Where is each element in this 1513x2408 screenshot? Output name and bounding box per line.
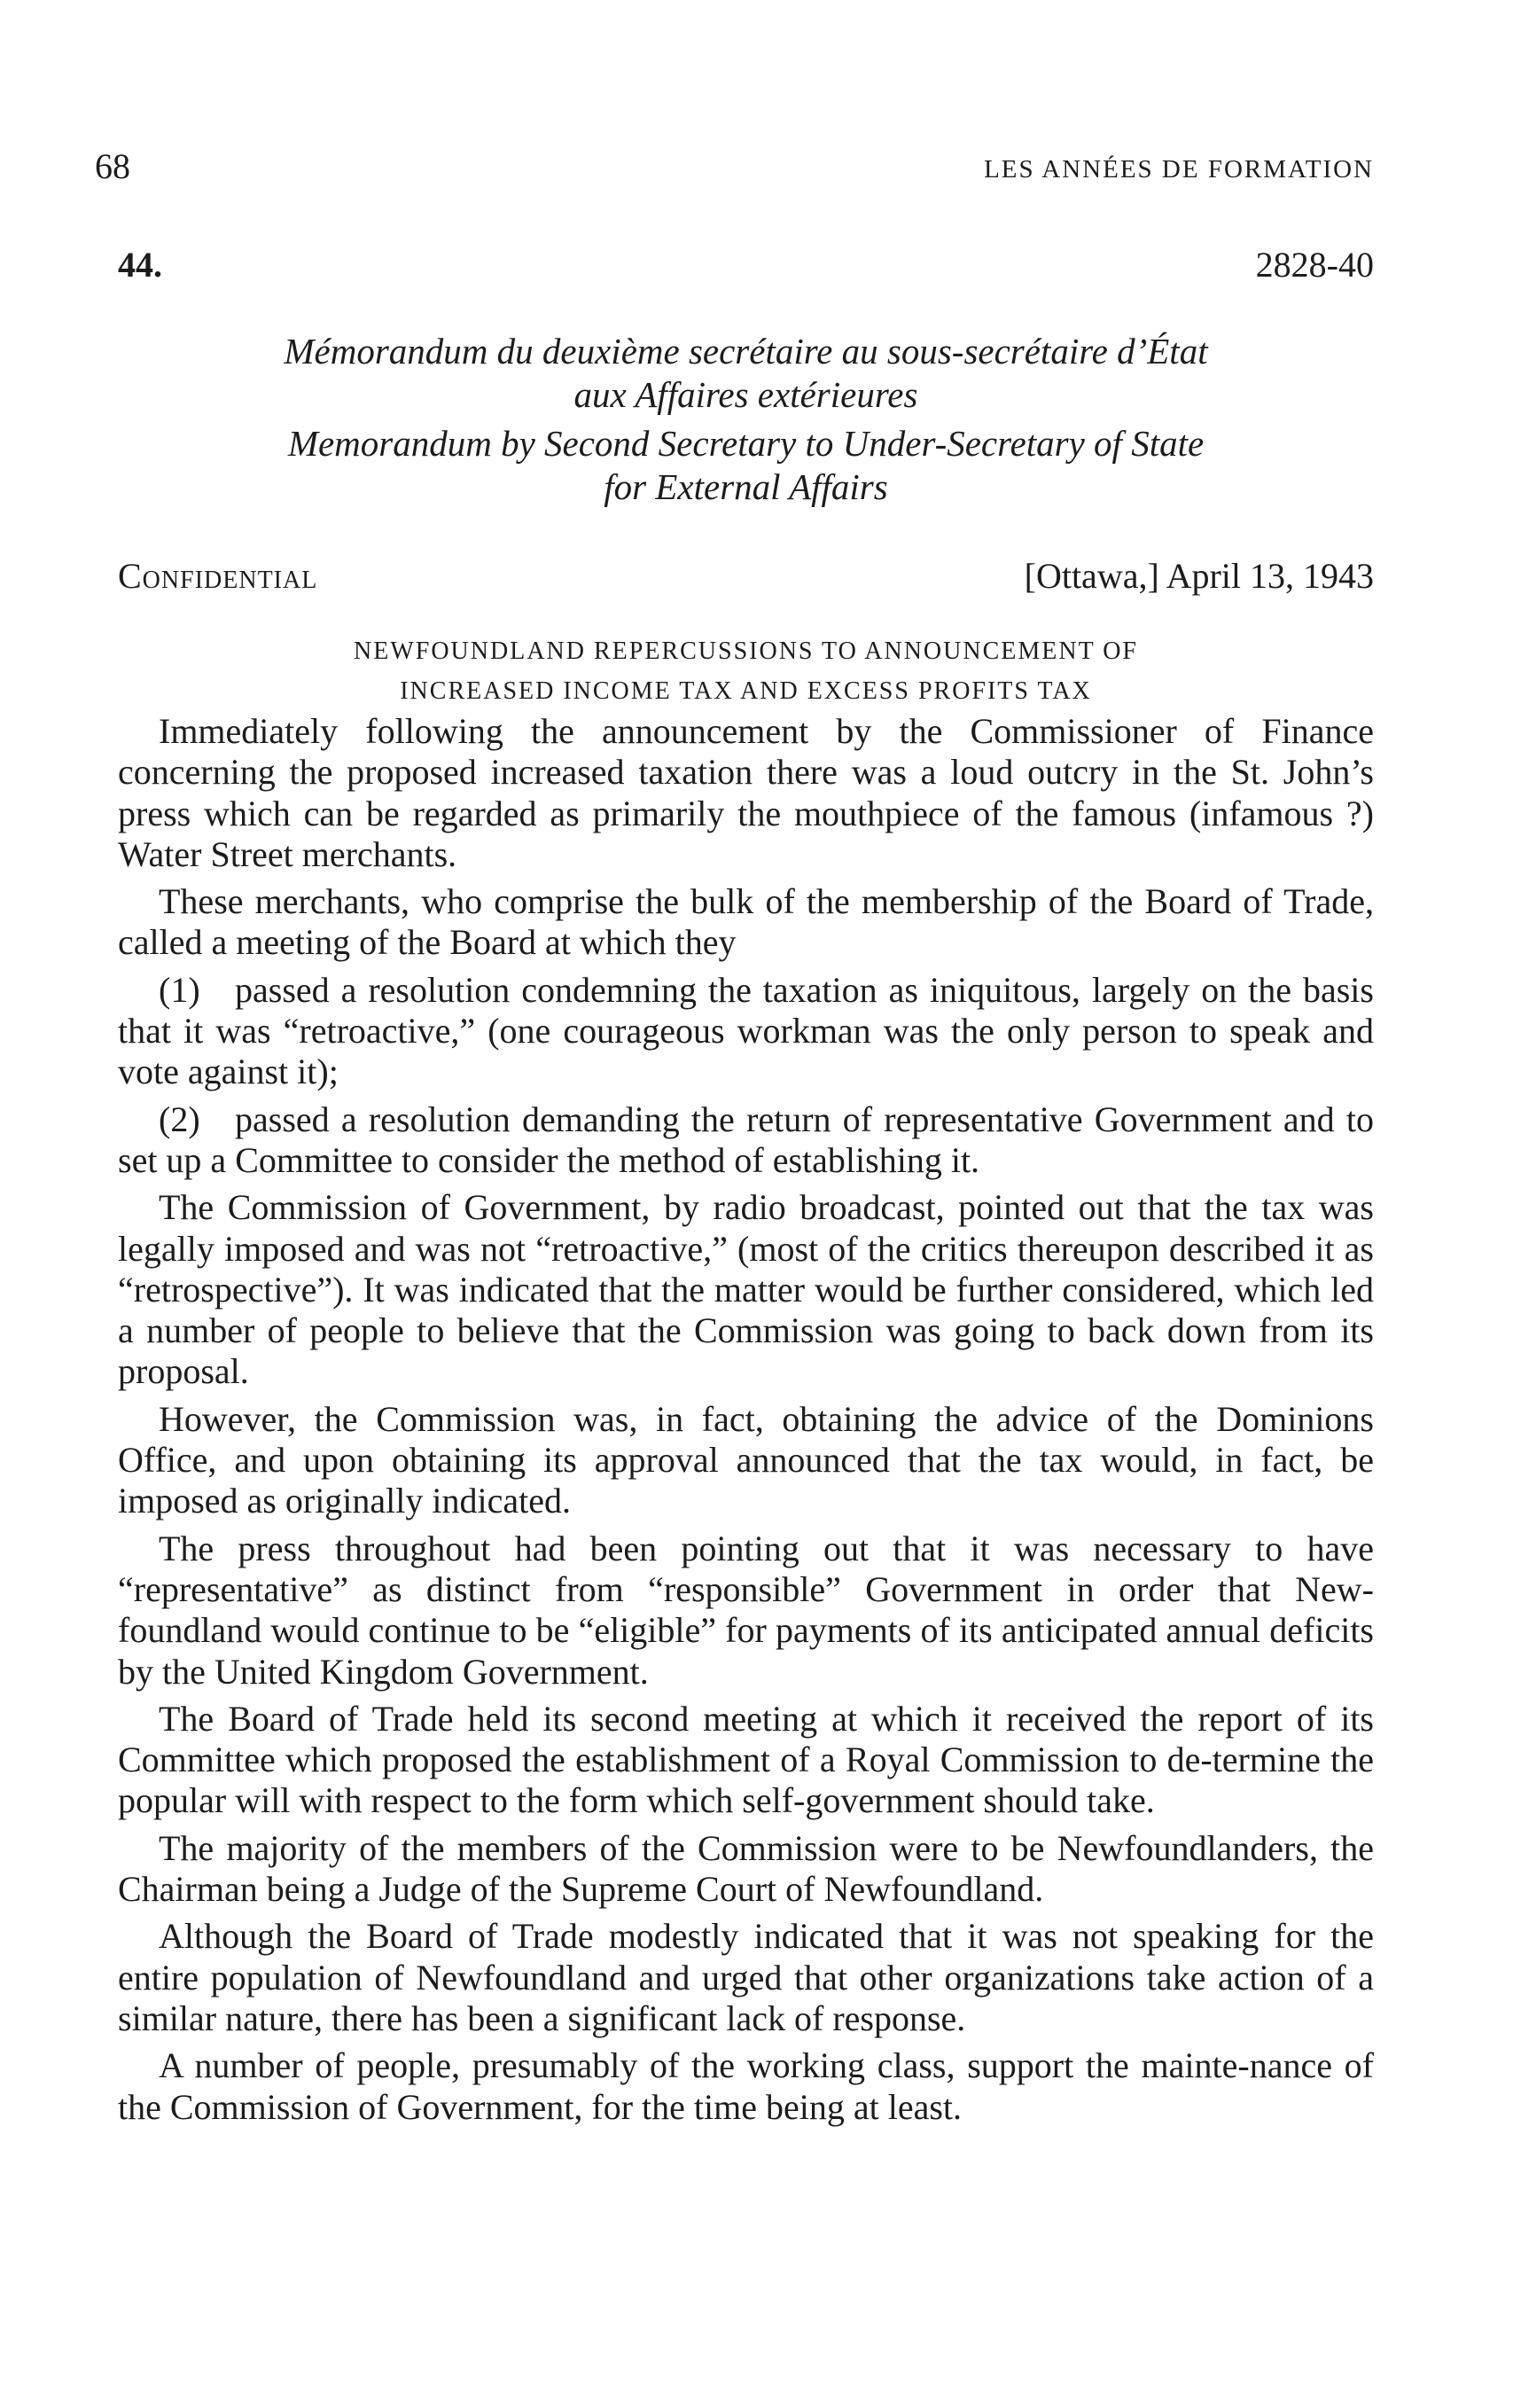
numbered-item-1 — [118, 970, 1374, 1093]
paragraph: The majority of the members of the Commission were to be Newfoundlanders, the Chairman being a Judge of the Supreme Court of Newfoundland. — [118, 1827, 1374, 1910]
numbered-item-2 — [118, 1099, 1374, 1182]
item-number: (2) — [159, 1098, 200, 1139]
dateline: [Ottawa,] April 13, 1943 — [1024, 556, 1374, 596]
paragraph: These merchants, who comprise the bulk of the membership of the Board of Trade, called a meeting of the Board at which they — [118, 881, 1374, 963]
title-english-line-1: Memorandum by Second Secretary to Under-Secretary of State — [287, 423, 1205, 464]
title-french-line-1: Mémorandum du deuxième secrétaire au sous-secrétaire d’État — [284, 331, 1208, 371]
paragraph: Although the Board of Trade modestly indicated that it was not speaking for the entire population of Newfoundland and urged that other organizations take action of a similar nature, there has been a significant lack of response. — [118, 1916, 1374, 2038]
document-titles — [118, 330, 1374, 514]
title-english — [118, 422, 1374, 509]
paragraph: The press throughout had been pointing out that it was necessary to have “representative” as distinct from “responsible” Government in order that New-foundland would continue to be “eligible” for payments of its anticipated annual deficits by the United Kingdom Government. — [118, 1528, 1374, 1692]
title-french-line-2: aux Affaires extérieures — [573, 374, 918, 415]
subject-heading-line-2: INCREASED INCOME TAX AND EXCESS PROFITS TAX — [400, 677, 1092, 705]
title-french — [118, 330, 1374, 417]
item-number: (1) — [159, 969, 200, 1010]
subject-heading — [118, 631, 1374, 711]
item-text: passed a resolution demanding the return of representative Government and to set up a Committee to consider the method of establishing it. — [118, 1098, 1374, 1180]
subject-heading-line-1: NEWFOUNDLAND REPERCUSSIONS TO ANNOUNCEMENT OF — [354, 637, 1138, 665]
paragraph: The Commission of Government, by radio broadcast, pointed out that the tax was legally imposed and was not “retroactive,” (most of the critics thereupon described it as “retrospective”). It was indicated that the matter would be further considered, which led a number of people to believe that the Commission was going to back down from its proposal. — [118, 1187, 1374, 1392]
page-number: 68 — [95, 146, 130, 186]
classification-label: Confidential — [118, 556, 318, 596]
title-english-line-2: for External Affairs — [604, 466, 888, 507]
paragraph: Immediately following the announcement by the Commissioner of Finance concerning the proposed increased taxation there was a loud outcry in the St. John’s press which can be regarded as primarily the mouthpiece of the famous (infamous ?) Water Street merchants. — [118, 711, 1374, 874]
item-text: passed a resolution condemning the taxation as iniquitous, largely on the basis that it was “retroactive,” (one courageous workman was the only person to speak and vote against it); — [118, 969, 1374, 1092]
memo-body — [118, 711, 1374, 2134]
paragraph: The Board of Trade held its second meeting at which it received the report of its Committee which proposed the establishment of a Royal Commission to de-termine the popular will with respect to the form which self-government should take. — [118, 1698, 1374, 1821]
running-header: LES ANNÉES DE FORMATION — [984, 155, 1374, 184]
paragraph: A number of people, presumably of the working class, support the mainte-nance of the Commission of Government, for the time being at least. — [118, 2045, 1374, 2127]
document-number: 44. — [118, 245, 162, 285]
paragraph: However, the Commission was, in fact, obtaining the advice of the Dominions Office, and upon obtaining its approval announced that the tax would, in fact, be imposed as originally indicated. — [118, 1398, 1374, 1521]
file-reference: 2828-40 — [1255, 245, 1374, 285]
